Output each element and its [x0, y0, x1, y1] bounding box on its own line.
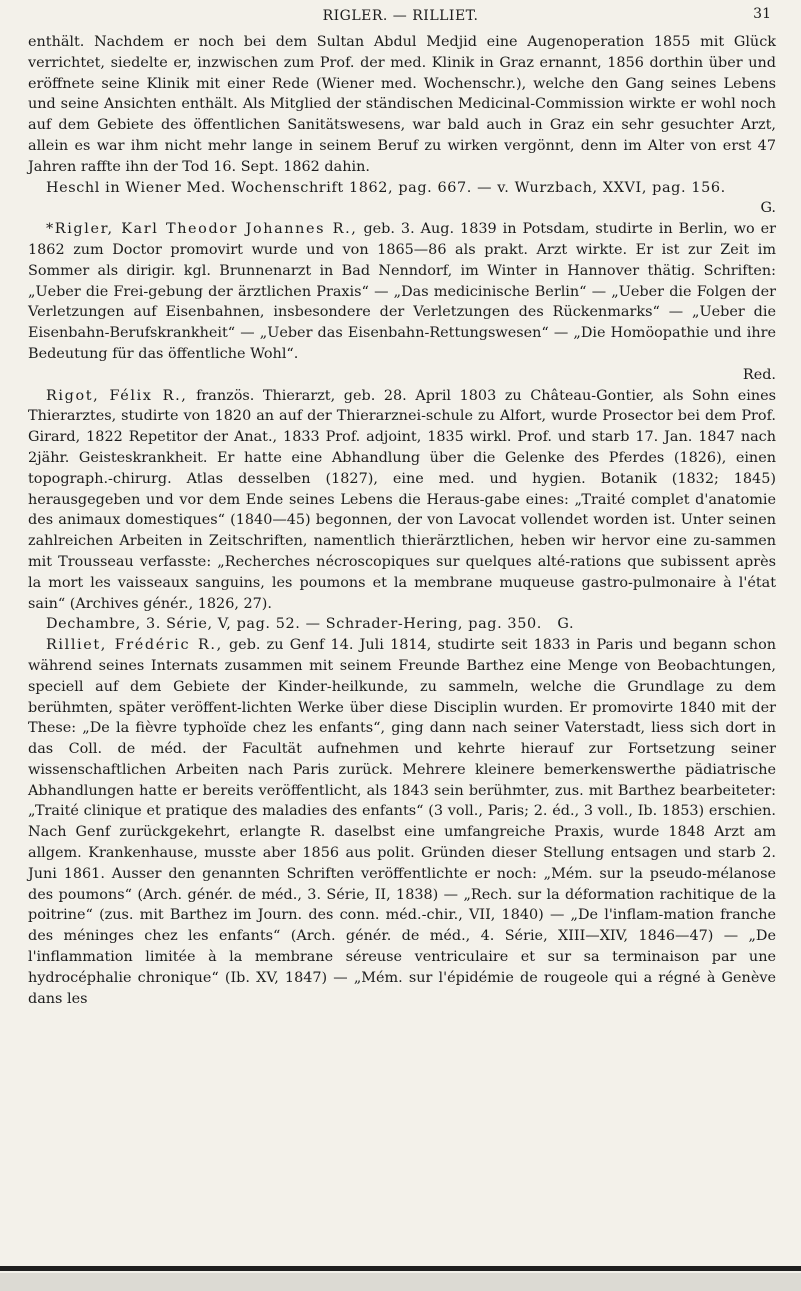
citation-text: Dechambre, 3. Série, V, pag. 52. — Schrader-Hering, pag. 350.	[46, 616, 542, 633]
entry-rilliet	[28, 635, 776, 1009]
citation-heschl	[28, 178, 776, 199]
entry-body: französ. Thierarzt, geb. 28. April 1803 zu Château-Gontier, als Sohn eines Thierarztes, studirte von 1820 an auf der Thierarznei-schule zu Alfort, wurde Prosector bei dem Prof. Girard, 1822 Repetitor der Anat., 1833 Prof. adjoint, 1835 wirkl. Prof. und starb 17. Jan. 1847 nach 2jähr. Geisteskrankheit. Er hatte eine Abhandlung über die Gelenke des Pferdes (1826), einen topograph.-chirurg. Atlas desselben (1827), eine med. und hygien. Botanik (1832; 1845) herausgegeben und vor dem Ende seines Lebens die Heraus-gabe eines: „Traité complet d'anatomie des animaux domestiques“ (1840—45) begonnen, der von Lavocat vollendet worden ist. Unter seinen zahlreichen Arbeiten in Zeitschriften, namentlich thierärztlichen, heben wir hervor eine zu-sammen mit Trousseau verfasste: „Recherches nécroscopiques sur quelques alté-rations que subissent après la mort les vaisseaux sanguins, les poumons et la membrane muqueuse gastro-pulmonaire à l'état sain“ (Archives génér., 1826, 27).	[28, 387, 776, 612]
running-title: RIGLER. — RILLIET.	[322, 8, 479, 24]
body-text	[28, 32, 776, 1009]
running-head	[0, 6, 801, 28]
entry-rigler	[28, 219, 776, 365]
bottom-margin	[0, 1273, 801, 1291]
entry-body: geb. 3. Aug. 1839 in Potsdam, studirte in Berlin, wo er 1862 zum Doctor promovirt wurde und von 1865—86 als prakt. Arzt wirkte. Er ist zur Zeit im Sommer als dirigir. kgl. Brunnenarzt in Bad Nenndorf, im Winter in Hannover thätig. Schriften: „Ueber die Frei-gebung der ärztlichen Praxis“ — „Das medicinische Berlin“ — „Ueber die Folgen der Verletzungen auf Eisenbahnen, insbesondere der Verletzungen des Rückenmarks“ — „Ueber die Eisenbahn-Berufskrankheit“ — „Ueber das Eisenbahn-Rettungswesen“ — „Die Homöopathie und ihre Bedeutung für das öffentliche Wohl“.	[28, 221, 776, 362]
author-mark: G.	[760, 200, 776, 217]
entry-name: *Rigler, Karl Theodor Johannes R.,	[46, 221, 358, 238]
author-mark: G.	[557, 616, 575, 633]
entry-continuation: enthält. Nachdem er noch bei dem Sultan Abdul Medjid eine Augenoperation 1855 mit Glück verrichtet, siedelte er, inzwischen zum Prof. der med. Klinik in Graz ernannt, 1856 dorthin über und eröffnete seine Klinik mit einer Rede (Wiener med. Wochenschr.), welche den Gang seines Lebens und seine Ansichten enthält. Als Mitglied der ständischen Medicinal-Commission wirkte er wohl noch auf dem Gebiete des öffentlichen Sanitätswesens, war bald auch in Graz ein sehr gesuchter Arzt, allein es war ihm nicht mehr lange in seinem Beruf zu wirken vergönnt, denn im Alter von erst 47 Jahren raffte ihn der Tod 16. Sept. 1862 dahin.	[28, 34, 776, 175]
citation-text: Heschl in Wiener Med. Wochenschrift 1862, pag. 667. — v. Wurzbach, XXVI, pag. 156.	[46, 179, 726, 196]
author-mark: Red.	[742, 366, 776, 383]
citation-dechambre	[28, 614, 776, 635]
page-number: 31	[753, 6, 771, 22]
entry-name: Rilliet, Frédéric R.,	[46, 637, 223, 654]
entry-body: geb. zu Genf 14. Juli 1814, studirte seit 1833 in Paris und begann schon während seines Internats zusammen mit seinem Freunde Barthez eine Menge von Beobachtungen, speciell auf dem Gebiete der Kinder-heilkunde, zu sammeln, welche die Grundlage zu dem berühmten, später veröffent-lichten Werke über diese Disciplin wurden. Er promovirte 1840 mit der These: „De la fièvre typhoïde chez les enfants“, ging dann nach seiner Vaterstadt, liess sich dort in das Coll. de méd. der Facultät aufnehmen und kehrte hierauf zur Fortsetzung seiner wissenschaftlichen Arbeiten nach Paris zurück. Mehrere kleinere bemerkenswerthe pädiatrische Abhandlungen hatte er bereits veröffentlicht, als 1843 sein berühmter, zus. mit Barthez bearbeiteter: „Traité clinique et pratique des maladies des enfants“ (3 voll., Paris; 2. éd., 3 voll., Ib. 1853) erschien. Nach Genf zurückgekehrt, erlangte R. daselbst eine umfangreiche Praxis, wurde 1848 Arzt am allgem. Krankenhause, musste aber 1856 aus polit. Gründen dieser Stellung entsagen und starb 2. Juni 1861. Ausser den genannten Schriften veröffentlichte er noch: „Mém. sur la pseudo-mélanose des poumons“ (Arch. génér. de méd., 3. Série, II, 1838) — „Rech. sur la déformation rachitique de la poitrine“ (zus. mit Barthez im Journ. des conn. méd.-chir., VII, 1840) — „De l'inflam-mation franche des méninges chez les enfants“ (Arch. génér. de méd., 4. Série, XIII—XIV, 1846—47) — „De l'inflammation limitée à la membrane séreuse ventriculaire et sur sa terminaison par une hydrocéphalie chronique“ (Ib. XV, 1847) — „Mém. sur l'épidémie de rougeole qui a régné à Genève dans les	[28, 637, 776, 1007]
entry-rigot	[28, 386, 776, 615]
bottom-rule	[0, 1266, 801, 1271]
entry-name: Rigot, Félix R.,	[46, 387, 188, 404]
